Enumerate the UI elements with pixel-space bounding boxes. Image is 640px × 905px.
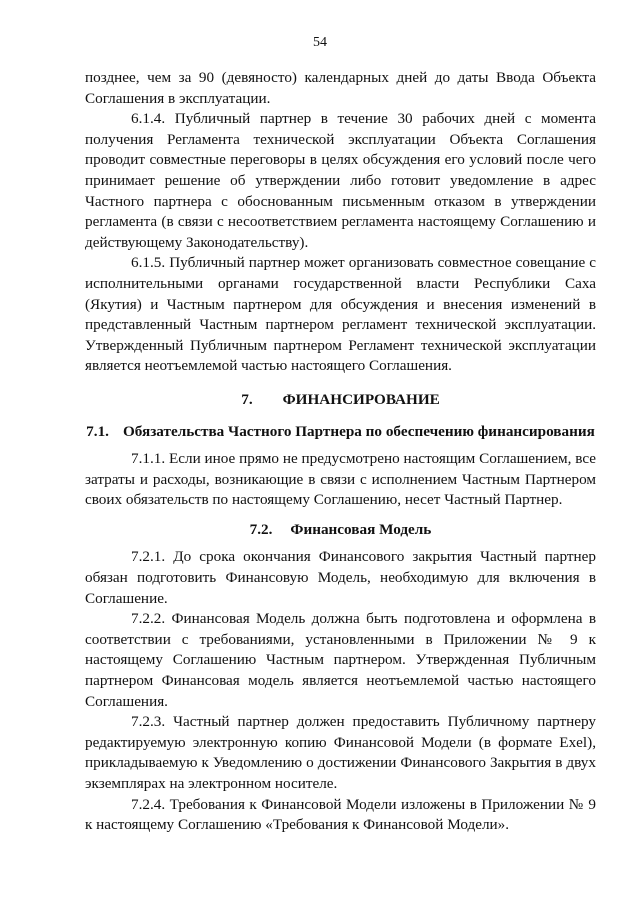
paragraph-7-2-1: 7.2.1. До срока окончания Финансового закрытия Частный партнер обязан подготовить Финансовую Модель, необходимую для включения в Соглашение.	[85, 548, 596, 607]
paragraph-6-1-5: 6.1.5. Публичный партнер может организовать совместное совещание с исполнительными органами государственной власти Республики Саха (Якутия) и Частным партнером для обсуждения и внесения изменений в представленный Частным партнером регламент технической эксплуатации. Утвержденный Публичным партнером Регламент технической эксплуатации является неотъемлемой частью настоящего Соглашения.	[85, 254, 596, 375]
subsection-title: Финансовая Модель	[290, 520, 432, 538]
paragraph-continued: позднее, чем за 90 (девяносто) календарных дней до даты Ввода Объекта Соглашения в эксплуатации.	[85, 69, 596, 107]
subsection-number: 7.2.	[249, 520, 273, 538]
subsection-title: Обязательства Частного Партнера по обеспечению финансирования	[122, 422, 595, 440]
page-number: 54	[313, 35, 327, 50]
subsection-heading-7-2	[85, 520, 596, 541]
section-title: ФИНАНСИРОВАНИЕ	[282, 390, 440, 408]
paragraph-6-1-4: 6.1.4. Публичный партнер в течение 30 рабочих дней с момента получения Регламента технической эксплуатации Объекта Соглашения проводит совместные переговоры в целях обсуждения его условий после чего принимает решение об утверждении либо готовит уведомление в адрес Частного партнера с обоснованным письменным отказом в утверждении регламента (в связи с несоответствием регламента настоящему Соглашению и действующему Законодательству).	[85, 110, 596, 251]
paragraph-7-2-4: 7.2.4. Требования к Финансовой Модели изложены в Приложении № 9 к настоящему Соглашению «Требования к Финансовой Модели».	[85, 795, 596, 834]
section-number: 7.	[241, 390, 253, 408]
subsection-heading-7-1	[85, 422, 596, 443]
section-heading-7	[85, 390, 596, 411]
paragraph-7-2-3: 7.2.3. Частный партнер должен предоставить Публичному партнеру редактируемую электронную копию Финансовой Модели (в формате Exel), прикладываемую к Уведомлению о достижении Финансового Закрытия в двух экземплярах на электронном носителе.	[85, 713, 596, 792]
paragraph-7-1-1: 7.1.1. Если иное прямо не предусмотрено настоящим Соглашением, все затраты и расходы, возникающие в связи с исполнением Частным Партнером своих обязательств по настоящему Соглашению, несет Частный Партнер.	[85, 450, 596, 509]
document-body	[85, 68, 596, 836]
paragraph-7-2-2: 7.2.2. Финансовая Модель должна быть подготовлена и оформлена в соответствии с требованиями, установленными в Приложении № 9 к настоящему Соглашению Частным партнером. Утвержденная Публичным партнером Финансовая модель является неотъемлемой частью настоящего Соглашения.	[85, 610, 596, 710]
subsection-number: 7.1.	[86, 422, 109, 440]
